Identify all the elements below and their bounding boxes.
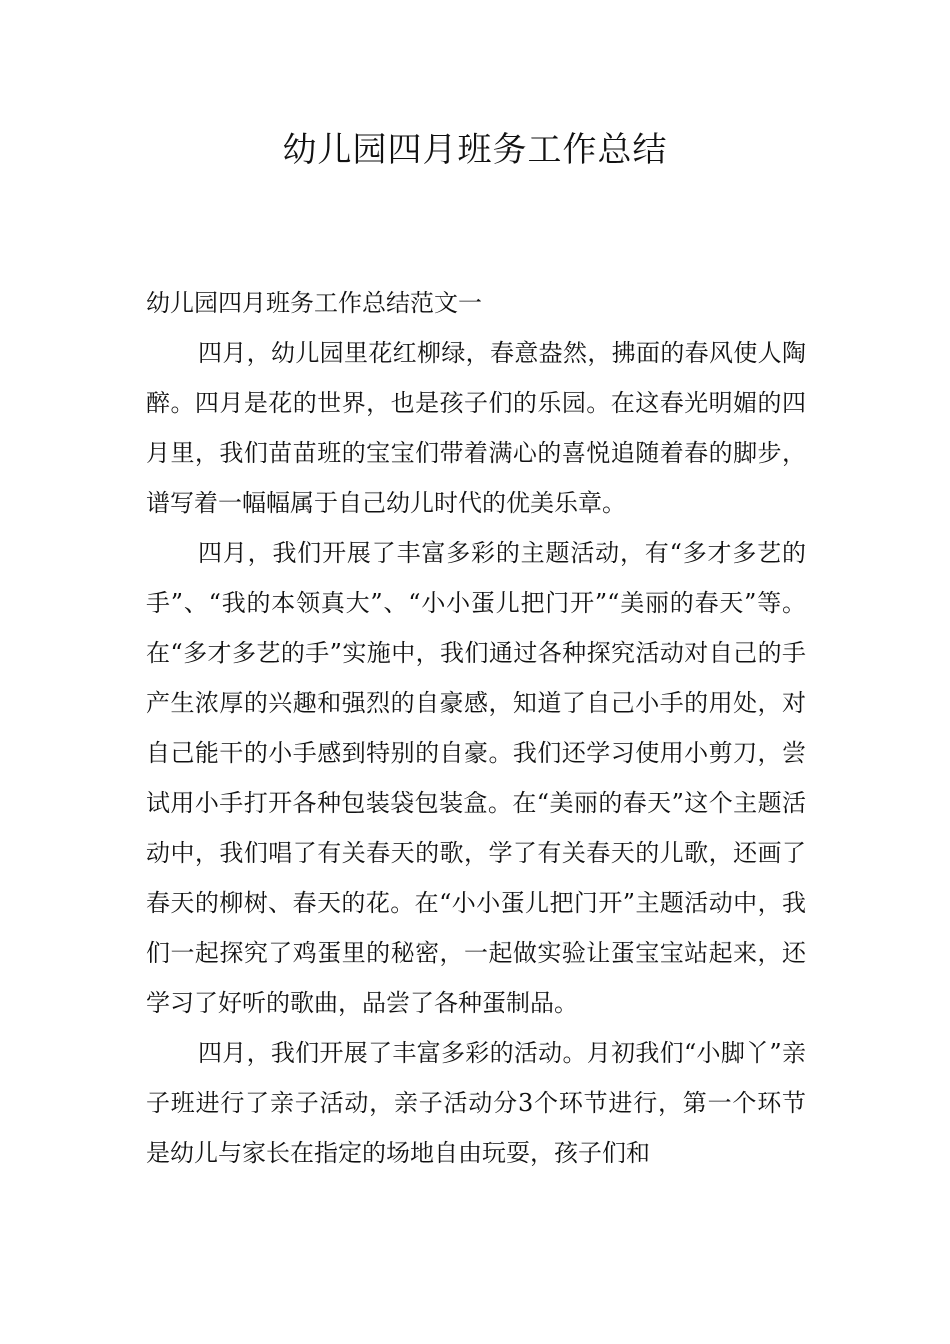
paragraph-2: 四月，我们开展了丰富多彩的主题活动，有“多才多艺的手”、“我的本领真大”、“小小蛋儿把门开”“美丽的春天”等。在“多才多艺的手”实施中，我们通过各种探究活动对自己的手产生浓厚的兴趣和强烈的自豪感，知道了自己小手的用处，对自己能干的小手感到特别的自豪。我们还学习使用小剪刀，尝试用小手打开各种包装袋包装盒。在“美丽的春天”这个主题活动中，我们唱了有关春天的歌，学了有关春天的儿歌，还画了春天的柳树、春天的花。在“小小蛋儿把门开”主题活动中，我们一起探究了鸡蛋里的秘密，一起做实验让蛋宝宝站起来，还学习了好听的歌曲，品尝了各种蛋制品。 <box>146 539 806 1017</box>
paragraph-1: 四月，幼儿园里花红柳绿，春意盎然，拂面的春风使人陶醉。四月是花的世界，也是孩子们的乐园。在这春光明媚的四月里，我们苗苗班的宝宝们带着满心的喜悦追随着春的脚步，谱写着一幅幅属于自己幼儿时代的优美乐章。 <box>146 339 806 517</box>
paragraph-3: 四月，我们开展了丰富多彩的活动。月初我们“小脚丫”亲子班进行了亲子活动，亲子活动分3个环节进行，第一个环节是幼儿与家长在指定的场地自由玩耍，孩子们和 <box>146 1039 806 1167</box>
document-subtitle: 幼儿园四月班务工作总结范文一 <box>146 289 482 317</box>
document-title: 幼儿园四月班务工作总结 <box>282 130 668 170</box>
document-body <box>146 278 806 1178</box>
